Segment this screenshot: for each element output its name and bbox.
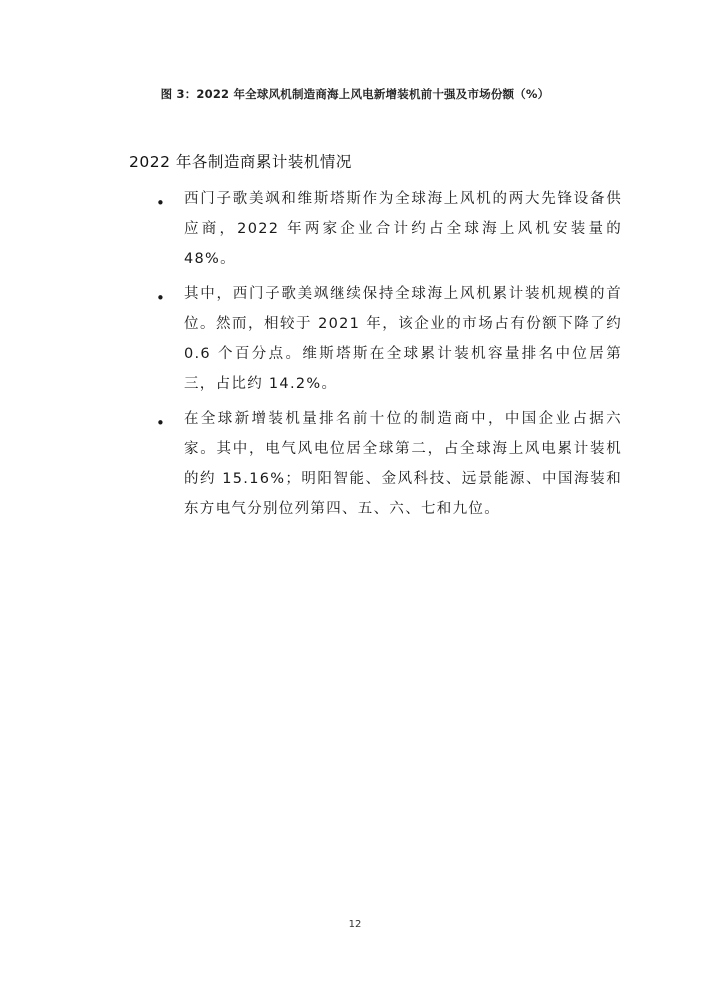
bullet-icon: • (156, 289, 165, 307)
bullet-icon: • (156, 194, 165, 212)
bullet-text: 在全球新增装机量排名前十位的制造商中，中国企业占据六家。其中，电气风电位居全球第二，占全球海上风电累计装机的约 15.16%；明阳智能、金风科技、远景能源、中国海装和东方电气分别位列第四、五、六、七和九位。 (184, 411, 622, 517)
bullet-text: 其中，西门子歌美飒继续保持全球海上风机累计装机规模的首位。然而，相较于 2021 年，该企业的市场占有份额下降了约 0.6 个百分点。维斯塔斯在全球累计装机容量排名中位居第三，占比约 14.2%。 (184, 286, 622, 392)
section-heading: 2022 年各制造商累计装机情况 (129, 153, 352, 171)
page-number: 12 (348, 919, 362, 930)
bullet-item-2 (152, 279, 622, 399)
bullet-item-1 (152, 184, 622, 274)
figure-caption: 图 3：2022 年全球风机制造商海上风电新增装机前十强及市场份额（%） (160, 87, 550, 101)
bullet-list (152, 184, 622, 529)
bullet-text: 西门子歌美飒和维斯塔斯作为全球海上风机的两大先锋设备供应商，2022 年两家企业合计约占全球海上风机安装量的 48%。 (184, 191, 622, 267)
bullet-icon: • (156, 414, 165, 432)
bullet-item-3 (152, 404, 622, 524)
